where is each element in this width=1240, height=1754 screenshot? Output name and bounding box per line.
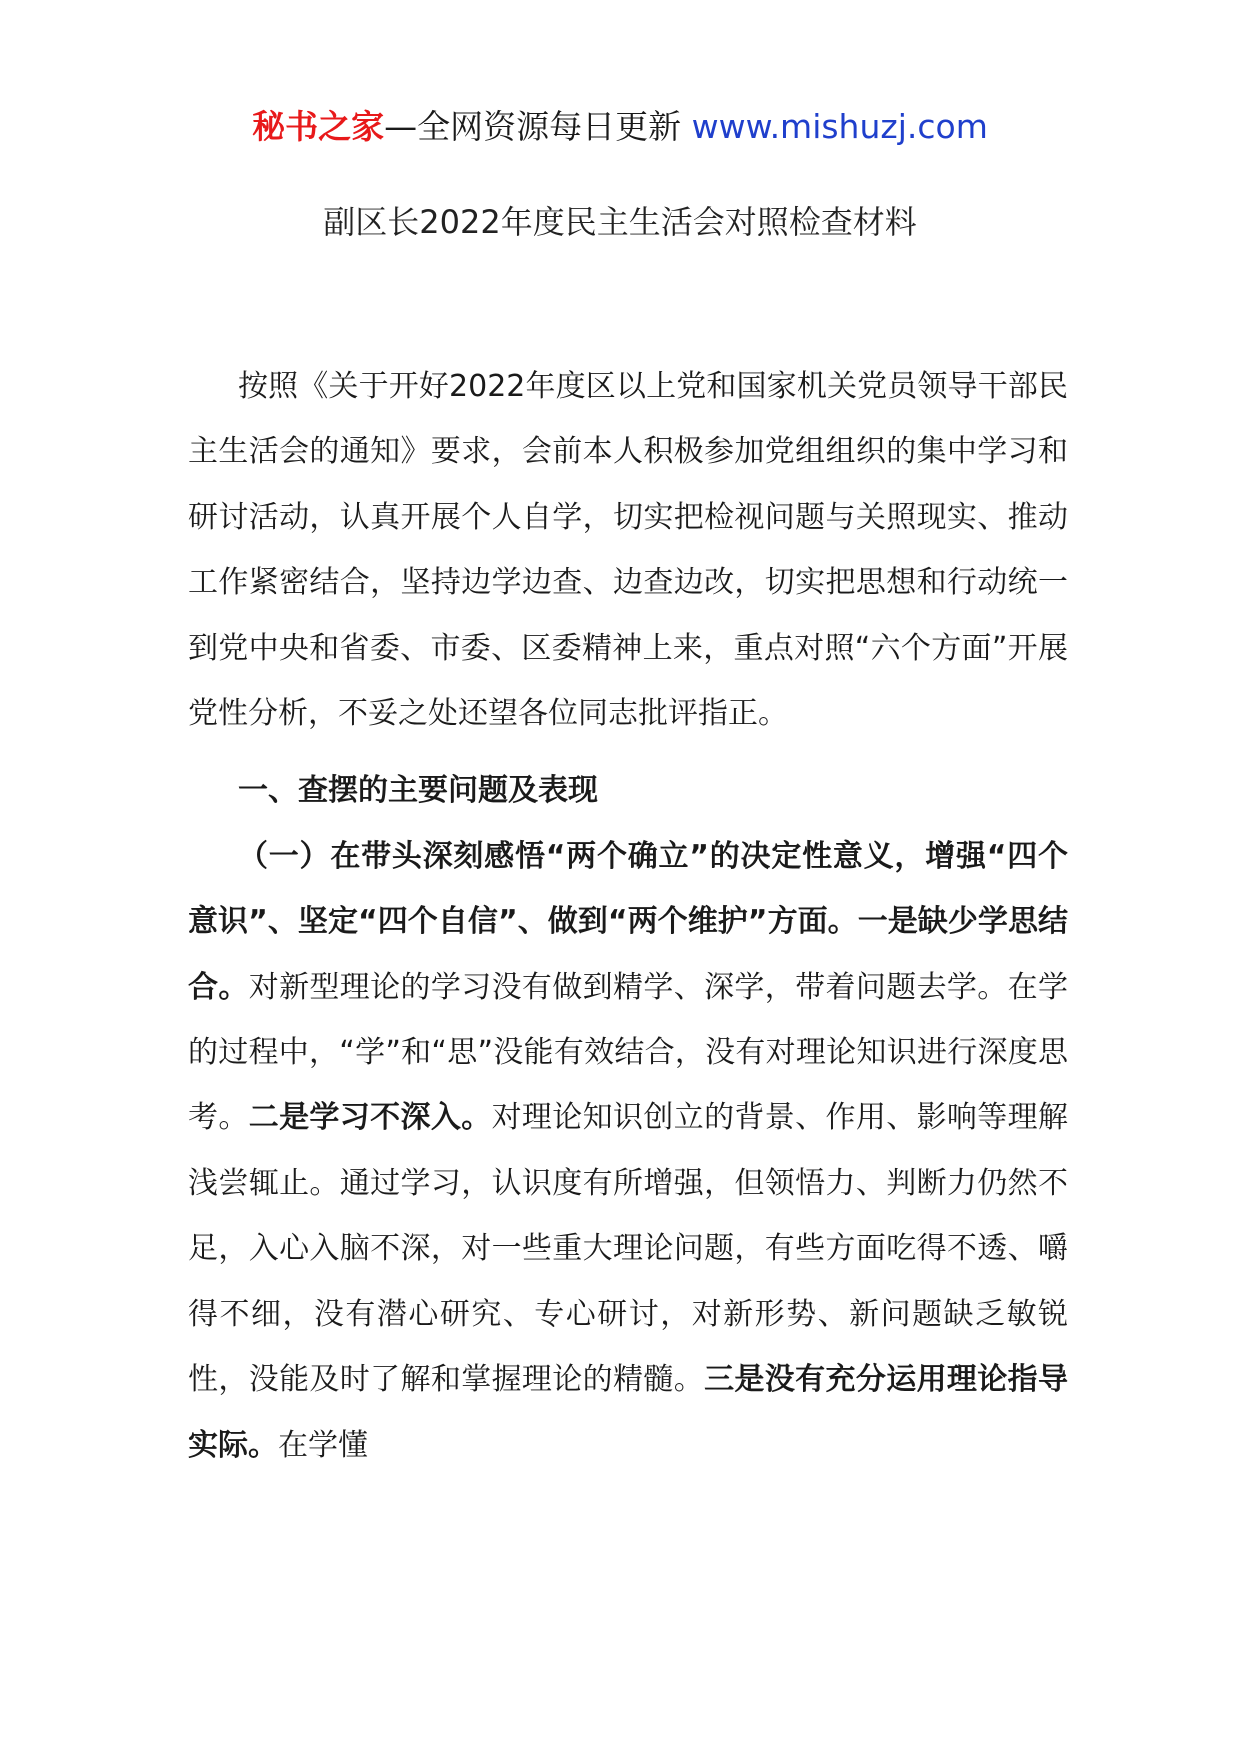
point-1-label: 一是缺少学思结合。 <box>188 904 1068 1005</box>
point-2-text: 对理论知识创立的背景、作用、影响等理解浅尝辄止。通过学习，认识度有所增强，但领悟力、判断力仍然不足，入心入脑不深，对一些重大理论问题，有些方面吃得不透、嚼得不细，没有潜心研究、专心研讨，对新形势、新问题缺乏敏锐性，没能及时了解和掌握理论的精髓。 <box>188 1100 1069 1398</box>
site-header <box>0 102 1240 152</box>
subsection-paragraph <box>188 824 1068 1478</box>
subsection-heading: （一）在带头深刻感悟“两个确立”的决定性意义，增强“四个意识”、坚定“四个自信”、做到“两个维护”方面。 <box>188 838 1068 940</box>
point-3-label: 三是没有充分运用理论指导实际。 <box>188 1362 1069 1463</box>
point-1-text: 对新型理论的学习没有做到精学、深学，带着问题去学。在学的过程中，“学”和“思”没能有效结合，没有对理论知识进行深度思考。 <box>188 969 1069 1136</box>
document-body <box>188 354 1068 1478</box>
intro-paragraph: 按照《关于开好2022年度区以上党和国家机关党员领导干部民主生活会的通知》要求，会前本人积极参加党组组织的集中学习和研讨活动，认真开展个人自学，切实把检视问题与关照现实、推动工作紧密结合，坚持边学边查、边查边改，切实把思想和行动统一到党中央和省委、市委、区委精神上来，重点对照“六个方面”开展党性分析，不妥之处还望各位同志批评指正。 <box>188 369 1068 732</box>
brand-name: 秘书之家 <box>252 107 385 146</box>
section-heading: 一、查摆的主要问题及表现 <box>238 773 598 809</box>
site-url-link[interactable]: www.mishuzj.com <box>691 107 988 146</box>
header-tagline: —全网资源每日更新 <box>384 107 682 146</box>
point-3-text: 在学懂 <box>278 1427 368 1463</box>
point-2-label: 二是学习不深入。 <box>248 1100 492 1136</box>
document-title: 副区长2022年度民主生活会对照检查材料 <box>323 203 917 241</box>
